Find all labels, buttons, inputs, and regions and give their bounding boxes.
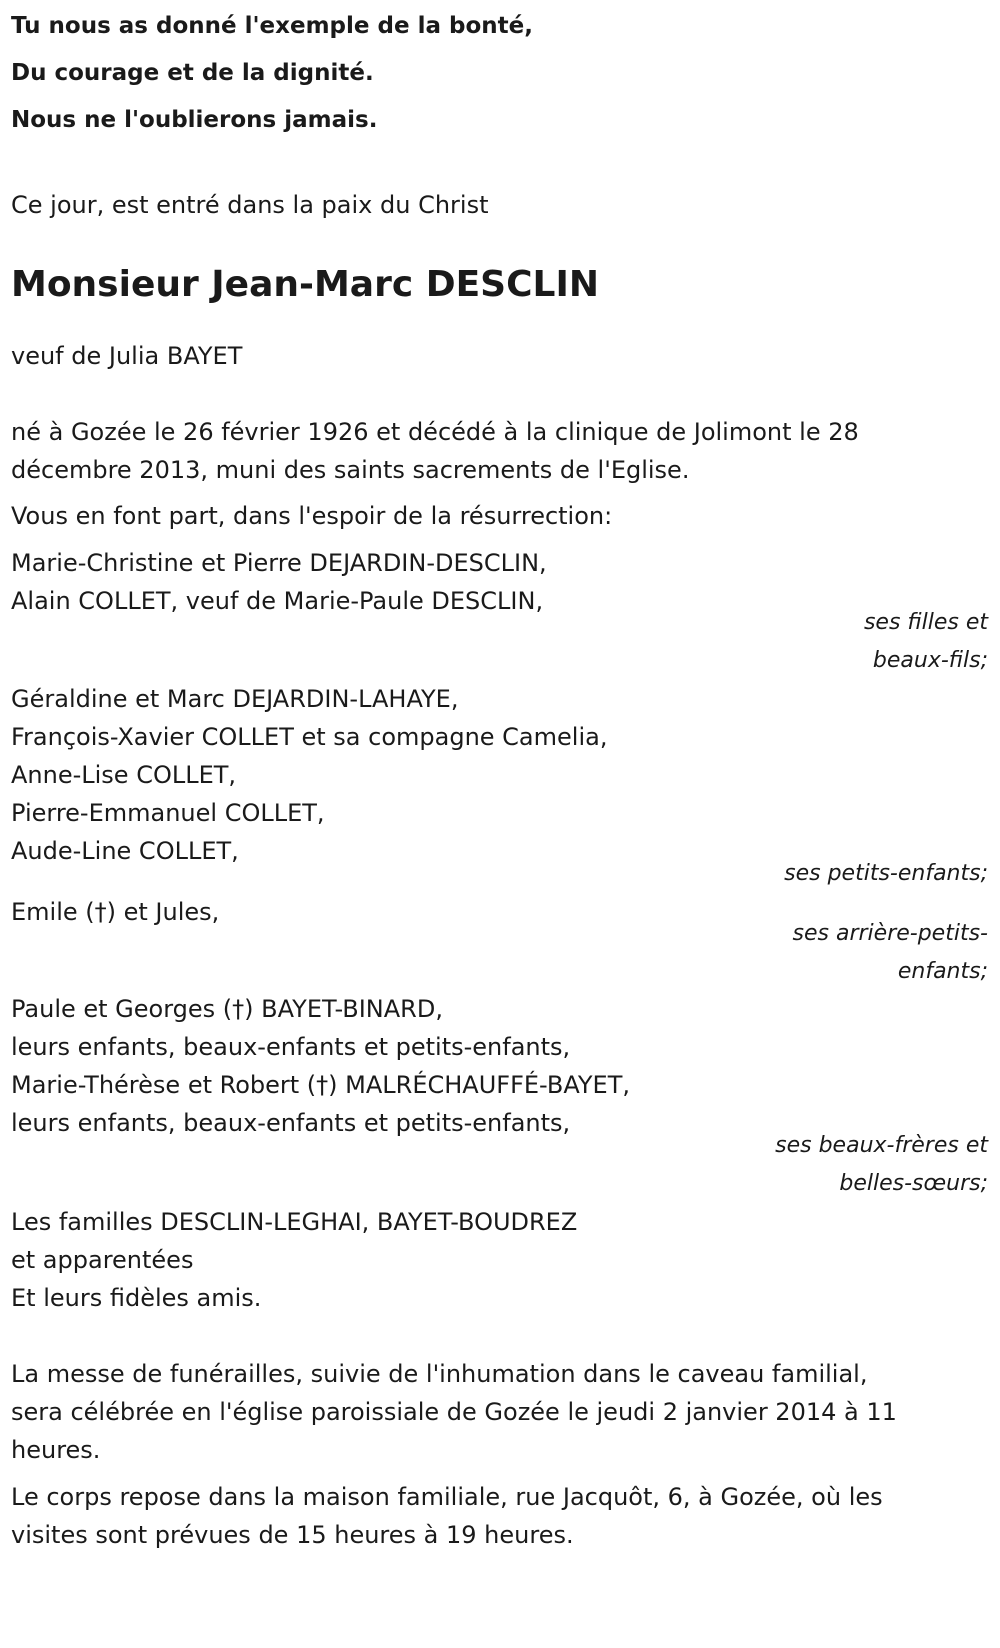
visits-line-1: Le corps repose dans la maison familiale, rue Jacquôt, 6, à Gozée, où les xyxy=(11,1483,883,1511)
intro-text: Ce jour, est entré dans la paix du Christ xyxy=(11,191,489,219)
mass-line-2: sera célébrée en l'église paroissiale de Gozée le jeudi 2 janvier 2014 à 11 xyxy=(11,1398,897,1426)
role-line: ses petits-enfants; xyxy=(784,861,988,886)
family-line: Marie-Christine et Pierre DEJARDIN-DESCLIN, xyxy=(11,549,547,577)
family-line: Anne-Lise COLLET, xyxy=(11,761,237,789)
family-line: leurs enfants, beaux-enfants et petits-enfants, xyxy=(11,1033,571,1061)
role-in-laws xyxy=(775,1127,988,1203)
mass-line-1: La messe de funérailles, suivie de l'inhumation dans le caveau familial, xyxy=(11,1360,868,1388)
verse-line-2: Du courage et de la dignité. xyxy=(11,60,374,86)
role-line: enfants; xyxy=(897,959,988,984)
birth-death-line-1: né à Gozée le 26 février 1926 et décédé à la clinique de Jolimont le 28 xyxy=(11,418,859,446)
birth-death-line-2: décembre 2013, muni des saints sacrements de l'Eglise. xyxy=(11,456,690,484)
announcement-line: Vous en font part, dans l'espoir de la résurrection: xyxy=(11,502,613,530)
family-line: Géraldine et Marc DEJARDIN-LAHAYE, xyxy=(11,685,459,713)
family-line: Les familles DESCLIN-LEGHAI, BAYET-BOUDREZ xyxy=(11,1208,578,1236)
verse-line-3: Nous ne l'oublierons jamais. xyxy=(11,107,378,133)
role-daughters xyxy=(864,604,988,680)
daughters-list xyxy=(11,544,991,620)
role-line: belles-sœurs; xyxy=(839,1171,988,1196)
obituary-page xyxy=(11,0,991,1648)
role-line: beaux-fils; xyxy=(872,648,988,673)
widower-line: veuf de Julia BAYET xyxy=(11,342,243,370)
grandchildren-list xyxy=(11,680,991,870)
family-line: Emile (†) et Jules, xyxy=(11,898,220,926)
mass-line-3: heures. xyxy=(11,1436,101,1464)
deceased-name: Monsieur Jean-Marc DESCLIN xyxy=(11,264,599,305)
family-line: et apparentées xyxy=(11,1246,194,1274)
role-grandchildren xyxy=(784,855,988,893)
family-line: François-Xavier COLLET et sa compagne Camelia, xyxy=(11,723,608,751)
family-line: leurs enfants, beaux-enfants et petits-enfants, xyxy=(11,1109,571,1137)
family-line: Marie-Thérèse et Robert (†) MALRÉCHAUFFÉ-BAYET, xyxy=(11,1071,630,1099)
mass-paragraph xyxy=(11,1355,991,1469)
role-line: ses arrière-petits- xyxy=(792,921,988,946)
family-line: Alain COLLET, veuf de Marie-Paule DESCLIN, xyxy=(11,587,544,615)
role-great-grandchildren xyxy=(793,915,988,991)
family-line: Et leurs fidèles amis. xyxy=(11,1284,262,1312)
visits-paragraph xyxy=(11,1478,991,1554)
family-line: Pierre-Emmanuel COLLET, xyxy=(11,799,325,827)
role-line: ses filles et xyxy=(863,610,988,635)
opening-verse xyxy=(11,0,991,144)
role-line: ses beaux-frères et xyxy=(775,1133,988,1158)
in-laws-list xyxy=(11,990,991,1142)
verse-line-1: Tu nous as donné l'exemple de la bonté, xyxy=(11,13,533,39)
birth-death-paragraph xyxy=(11,413,991,489)
family-line: Paule et Georges (†) BAYET-BINARD, xyxy=(11,995,443,1023)
family-line: Aude-Line COLLET, xyxy=(11,837,239,865)
visits-line-2: visites sont prévues de 15 heures à 19 heures. xyxy=(11,1521,574,1549)
families-list xyxy=(11,1203,991,1317)
